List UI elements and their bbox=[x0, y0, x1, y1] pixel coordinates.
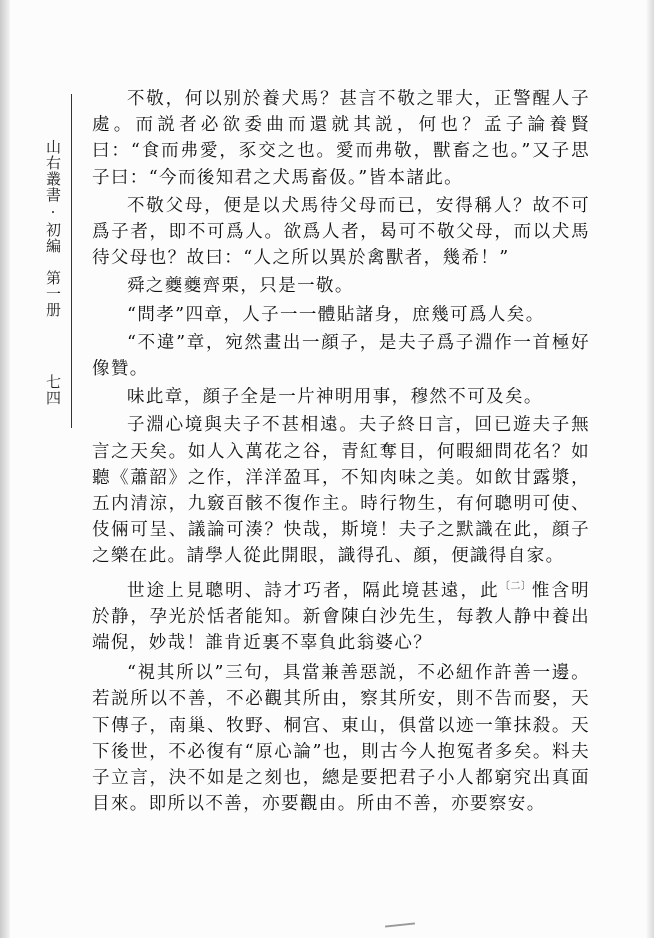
page-edge-shadow bbox=[646, 0, 654, 938]
paragraph-4: “問孝”四章，人子一一體貼諸身，庶幾可爲人矣。 bbox=[127, 304, 545, 325]
series-title: 山右叢書·初編 第一册 bbox=[44, 138, 62, 318]
paragraph-6: 味此章，顔子全是一片神明用事，穆然不可及矣。 bbox=[127, 387, 543, 408]
page-margin-header bbox=[44, 102, 64, 406]
paragraph-8 bbox=[92, 574, 590, 656]
paragraph-1: 不敬，何以别於養犬馬？甚言不敬之罪大，正警醒人子處。而説者必欲委曲而還就其説，何也？孟子論養賢曰：“食而弗愛，豕交之也。愛而弗敬，獸畜之也。”又子思子曰：“今而後知君之犬馬畜伋。”皆本諸此。 bbox=[92, 89, 590, 188]
paragraph-7: 子淵心境與夫子不甚相遠。夫子終日言，回已遊夫子無言之天矣。如人入萬花之谷，青紅奪目，何暇細問花名？如聽《蕭韶》之作，洋洋盈耳，不知肉味之美。如飲甘露漿，五内清涼，九竅百骸不復作主。時行物生，有何聰明可使、伎倆可呈、議論可湊？快哉，斯境！夫子之默識在此，顔子之樂在此。請學人從此開眼，識得孔、顔，便識得自家。 bbox=[92, 415, 590, 567]
paragraph-8-part-1: 世途上見聰明、詩才巧者，隔此境甚遠，此 bbox=[127, 580, 500, 601]
paragraph-9: “視其所以”三句，具當兼善惡説，不必紐作許善一邊。若説所以不善，不必觀其所由，察其所安，則不告而娶，天下傳子，南巢、牧野、桐宫、東山，俱當以迹一筆抹殺。天下後世，不必復有“原心論”也，則古今人抱冤者多矣。料夫子立言，決不如是之刻也，總是要把君子小人都窮究出真面目來。即所以不善，亦要觀由。所由不善，亦要察安。 bbox=[92, 663, 590, 815]
scan-mark bbox=[385, 922, 415, 927]
main-text-block bbox=[92, 86, 590, 819]
paragraph-2: 不敬父母，便是以犬馬待父母而已，安得稱人？故不可爲子者，即不可爲人。欲爲人者，曷可不敬父母，而以犬馬待父母也？故曰：“人之所以異於禽獸者，幾希！” bbox=[92, 195, 590, 269]
margin-divider-line bbox=[71, 94, 72, 428]
paragraph-8-part-2: 惟含明於静，孕光於恬者能知。新會陳白沙先生，每教人静中養出端倪，妙哉！誰肯近裏不辜負此翁婆心？ bbox=[92, 580, 591, 653]
paragraph-3: 舜之夔夔齊栗，只是一敬。 bbox=[127, 276, 354, 297]
page-number: 七四 bbox=[44, 374, 62, 406]
page-gutter-shadow bbox=[0, 0, 10, 938]
footnote-marker: 〔二〕 bbox=[499, 580, 532, 592]
paragraph-5: “不違”章，宛然畫出一顔子，是夫子爲子淵作一首極好像贊。 bbox=[92, 332, 590, 380]
